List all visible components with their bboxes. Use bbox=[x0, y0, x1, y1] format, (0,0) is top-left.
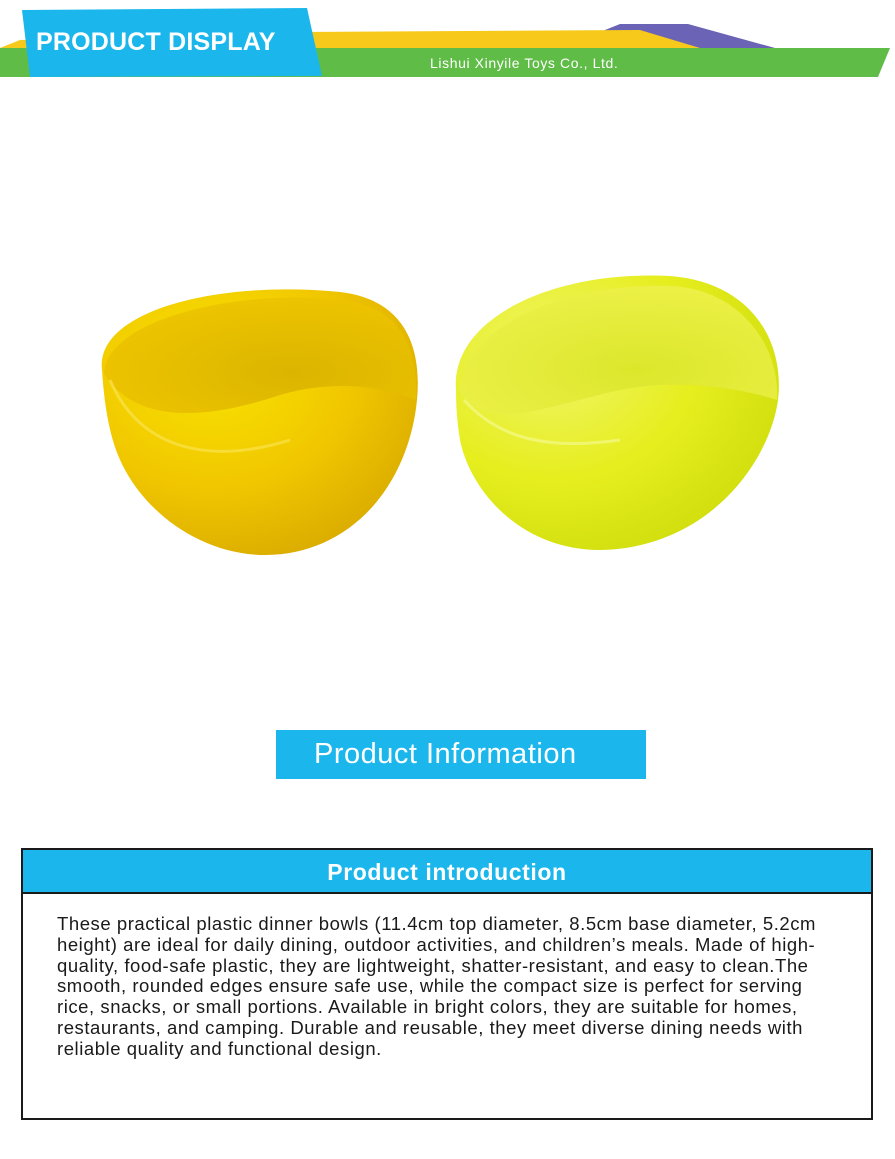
product-introduction-box bbox=[21, 848, 873, 1120]
yellow-bowl bbox=[102, 289, 418, 555]
lime-bowl bbox=[456, 276, 779, 550]
product-photo bbox=[80, 250, 810, 580]
product-introduction-text: These practical plastic dinner bowls (11.4cm top diameter, 8.5cm base diameter, 5.2cm height) are ideal for daily dining, outdoor activities, and children’s meals. Made of high-quality, food-safe plastic, they are lightweight, shatter-resistant, and easy to clean.The smooth, rounded edges ensure safe use, while the compact size is perfect for serving rice, snacks, or small portions. Available in bright colors, they are suitable for homes, restaurants, and camping. Durable and reusable, they meet diverse dining needs with reliable quality and functional design. bbox=[57, 913, 816, 1059]
product-information-banner bbox=[276, 730, 646, 779]
product-information-title: Product Information bbox=[314, 738, 577, 770]
company-name: Lishui Xinyile Toys Co., Ltd. bbox=[430, 55, 619, 71]
page-title: PRODUCT DISPLAY bbox=[36, 28, 276, 56]
product-introduction-header bbox=[23, 850, 871, 894]
page-header bbox=[0, 0, 895, 90]
product-introduction-heading: Product introduction bbox=[327, 859, 567, 885]
bowls-illustration bbox=[80, 250, 810, 580]
